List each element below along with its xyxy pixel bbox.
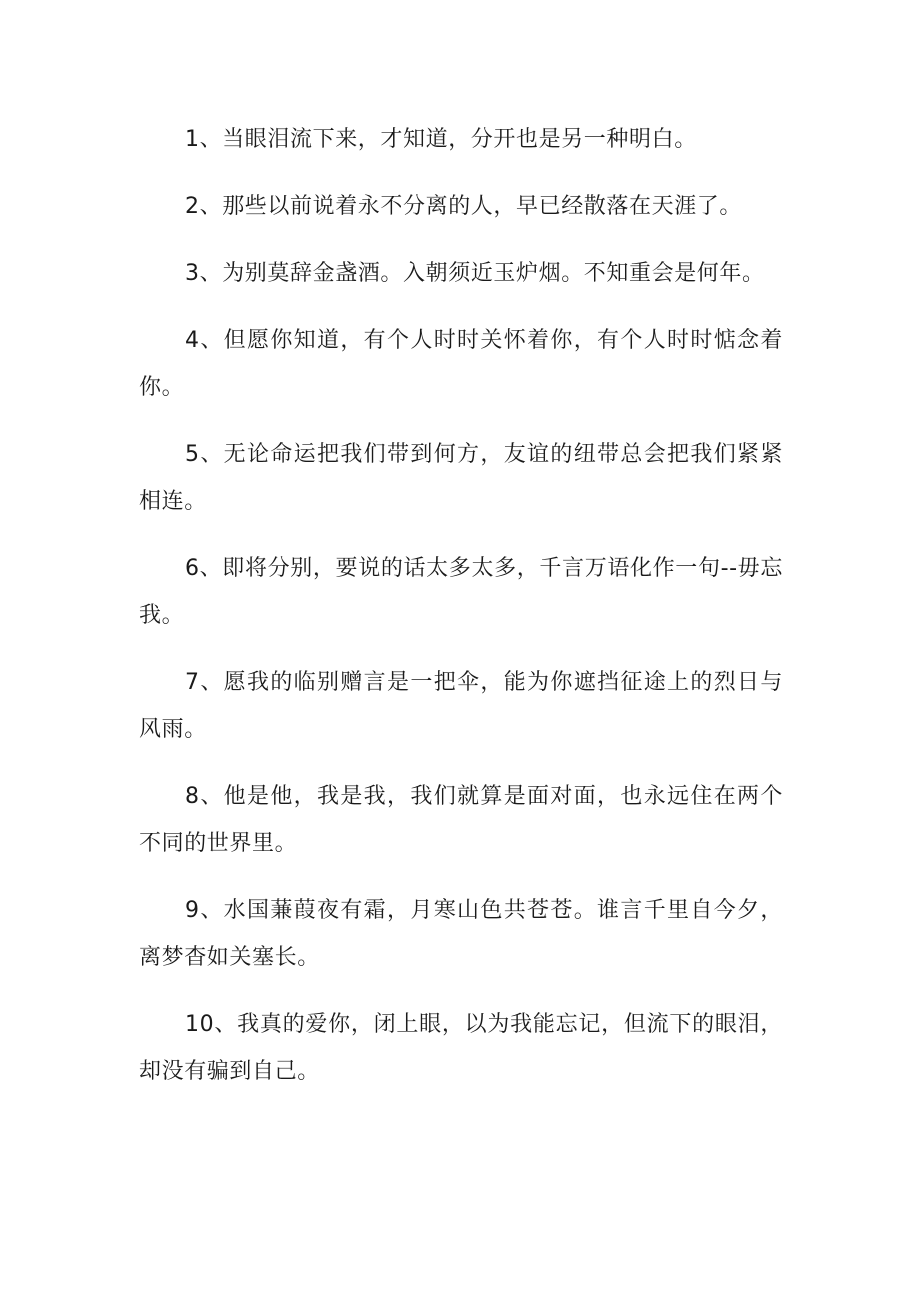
paragraph-8: 8、他是他，我是我，我们就算是面对面，也永远住在两个不同的世界里。 xyxy=(139,784,783,856)
paragraph-5: 5、无论命运把我们带到何方，友谊的纽带总会把我们紧紧相连。 xyxy=(139,442,783,514)
paragraph-4: 4、但愿你知道，有个人时时关怀着你，有个人时时惦念着你。 xyxy=(139,328,783,400)
document-body xyxy=(139,116,783,1115)
paragraph-10: 10、我真的爱你，闭上眼，以为我能忘记，但流下的眼泪，却没有骗到自己。 xyxy=(139,1012,783,1084)
paragraph-1: 1、当眼泪流下来，才知道，分开也是另一种明白。 xyxy=(185,127,697,152)
paragraph-7: 7、愿我的临别赠言是一把伞，能为你遮挡征途上的烈日与风雨。 xyxy=(139,670,783,742)
paragraph-6: 6、即将分别，要说的话太多太多，千言万语化作一句--毋忘我。 xyxy=(139,556,783,628)
paragraph-2: 2、那些以前说着永不分离的人，早已经散落在天涯了。 xyxy=(185,194,742,219)
paragraph-3: 3、为别莫辞金盏酒。入朝须近玉炉烟。不知重会是何年。 xyxy=(185,261,765,286)
paragraph-9: 9、水国蒹葭夜有霜，月寒山色共苍苍。谁言千里自今夕，离梦杳如关塞长。 xyxy=(139,898,783,970)
